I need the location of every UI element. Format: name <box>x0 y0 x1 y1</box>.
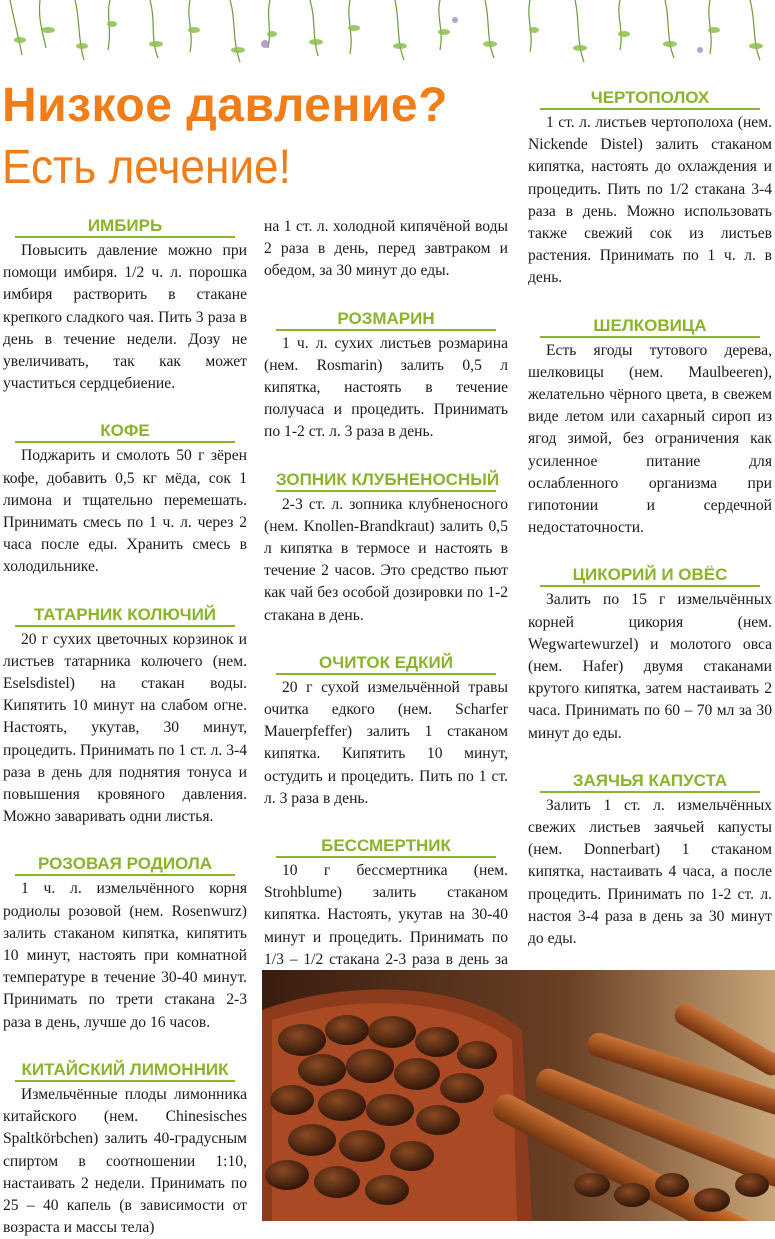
section-text: Залить 1 ст. л. измельчённых свежих листьев заячьей капусты (нем. Donnerbart) 1 стаканом кипятка, настаивать 4 часа, а после процедить. Принимать по 1-2 ст. л. настоя 3-4 раза в день за 30 минут до еды. <box>528 796 772 948</box>
section-rodiola <box>3 854 247 1033</box>
section-text: Измельчённые плоды лимонника китайского (нем. Chinesisches Spaltkörbchen) залить 40-градусным спиртом в соотношении 1:10, настаивать 2 недели. Принимать по 25 – 40 капель (в зависимости от возраста и массы тела) <box>3 1085 247 1237</box>
section-text: Есть ягоды тутового дерева, шелковицы (нем. Maulbeeren), желательно чёрного цвета, в свежем виде летом или сахарный сироп из ягод зимой, без ограничения как усиленное питание для ослабленного организма при гипотонии и сердечной недостаточности. <box>528 341 772 537</box>
section-rozmarin <box>264 309 508 444</box>
section-zopnik <box>264 470 508 627</box>
section-text: 20 г сухой измельчённой травы очитка едкого (нем. Scharfer Mauerpfeffer) залить 1 стаканом кипятка. Кипятить 10 минут, остудить и процедить. Пить по 1 ст. л. 3 раза в день. <box>264 678 508 807</box>
section-text: Залить по 15 г измельчённых корней цикория (нем. Wegwartewurzel) и молотого овса (нем. Hafer) двумя стаканами крутого кипятка, затем настаивать 2 часа. Принимать по 60 – 70 мл за 30 минут до еды. <box>528 591 772 742</box>
page-title: Низкое давление? <box>2 79 448 132</box>
section-text: 2-3 ст. л. зопника клубненосного (нем. Knollen-Brandkraut) залить 0,5 л кипятка в термосе и настоять в течение 2 часов. Это средство пьют как чай без особой дозировки по 1-2 стакана в день. <box>264 495 508 624</box>
section-heading: РОЗОВАЯ РОДИОЛА <box>15 854 235 876</box>
section-cikoriy <box>528 565 772 744</box>
section-text-continued: на 1 ст. л. холодной кипячёной воды 2 раза в день, перед завтраком и обедом, за 30 минут до еды. <box>264 218 508 280</box>
section-kapusta <box>528 771 772 950</box>
section-text: 1 ч. л. измельчённого корня родиолы розовой (нем. Rosenwurz) залить стаканом кипятка, кипятить 10 минут, настоять при комнатной температуре в течение 30-40 минут. Принимать по трети стакана 2-3 раза в день, лучше до 16 часов. <box>3 880 247 1031</box>
page-subtitle: Есть лечение! <box>2 141 291 194</box>
section-heading: ЗАЯЧЬЯ КАПУСТА <box>540 771 760 793</box>
section-heading: ИМБИРЬ <box>15 216 235 238</box>
section-text: Поджарить и смолоть 50 г зёрен кофе, добавить 0,5 кг мёда, сок 1 лимона и тщательно перемешать. Принимать смесь по 1 ч. л. через 2 часа после еды. Хранить смесь в холодильнике. <box>3 447 247 576</box>
column-right <box>528 88 772 1045</box>
section-shelkovica <box>528 316 772 540</box>
section-heading: ЧЕРТОПОЛОХ <box>540 88 760 110</box>
section-limonnik <box>3 1060 247 1239</box>
section-heading: ЦИКОРИЙ И ОВЁС <box>540 565 760 587</box>
section-heading: ТАТАРНИК КОЛЮЧИЙ <box>15 605 235 627</box>
section-heading: КОФЕ <box>15 421 235 443</box>
coffee-beans-cinnamon-photo <box>262 970 775 1221</box>
section-text: 1 ст. л. листьев чертополоха (нем. Nickende Distel) залить стаканом кипятка, настоять до охлаждения и процедить. Пить по 1/2 стакана 3-4 раза в день. Можно использовать также свежий сок из листьев растения. Принимать по 1 ч. л. в день. <box>528 114 772 287</box>
herbs-illustration <box>0 0 775 70</box>
section-tatarnik <box>3 605 247 829</box>
section-text: 1 ч. л. сухих листьев розмарина (нем. Rosmarin) залить 0,5 л кипятка, настоять в течение получаса и процедить. Принимать по 1-2 ст. л. 3 раза в день. <box>264 334 508 441</box>
section-heading: ШЕЛКОВИЦА <box>540 316 760 338</box>
section-heading: РОЗМАРИН <box>276 309 496 331</box>
section-text: 10 г бессмертника (нем. Strohblume) залить стаканом кипятка. Настоять, укутав на 30-40 минут и процедить. Принимать по 1/3 – 1/2 стакана 2-3 раза в день за <box>264 862 508 968</box>
section-heading: КИТАЙСКИЙ ЛИМОННИК <box>15 1060 235 1082</box>
section-kofe <box>3 421 247 578</box>
section-heading: БЕССМЕРТНИК <box>276 836 496 858</box>
section-text: 20 г сухих цветочных корзинок и листьев татарника колючего (нем. Eselsdistel) на стакан воды. Кипятить 10 минут на слабом огне. Настоять, укутав, 30 минут, процедить. Принимать по 1 ст. л. 3-4 раза в день для поднятия тонуса и повышения кровяного давления. Можно заваривать одни листья. <box>3 630 247 826</box>
section-heading: ОЧИТОК ЕДКИЙ <box>276 653 496 675</box>
section-imbir <box>3 216 247 395</box>
section-ochitok <box>264 653 508 810</box>
column-left <box>3 216 247 1239</box>
section-chertopoloh <box>528 88 772 290</box>
section-heading: ЗОПНИК КЛУБНЕНОСНЫЙ <box>276 470 496 492</box>
section-text: Повысить давление можно при помощи имбиря. 1/2 ч. л. порошка имбиря растворить в стакане крепкого сладкого чая. Пить 3 раза в день в течение недели. Дозу не увеличивать, так как может участиться сердцебиение. <box>3 242 247 393</box>
column-middle <box>264 216 508 1015</box>
